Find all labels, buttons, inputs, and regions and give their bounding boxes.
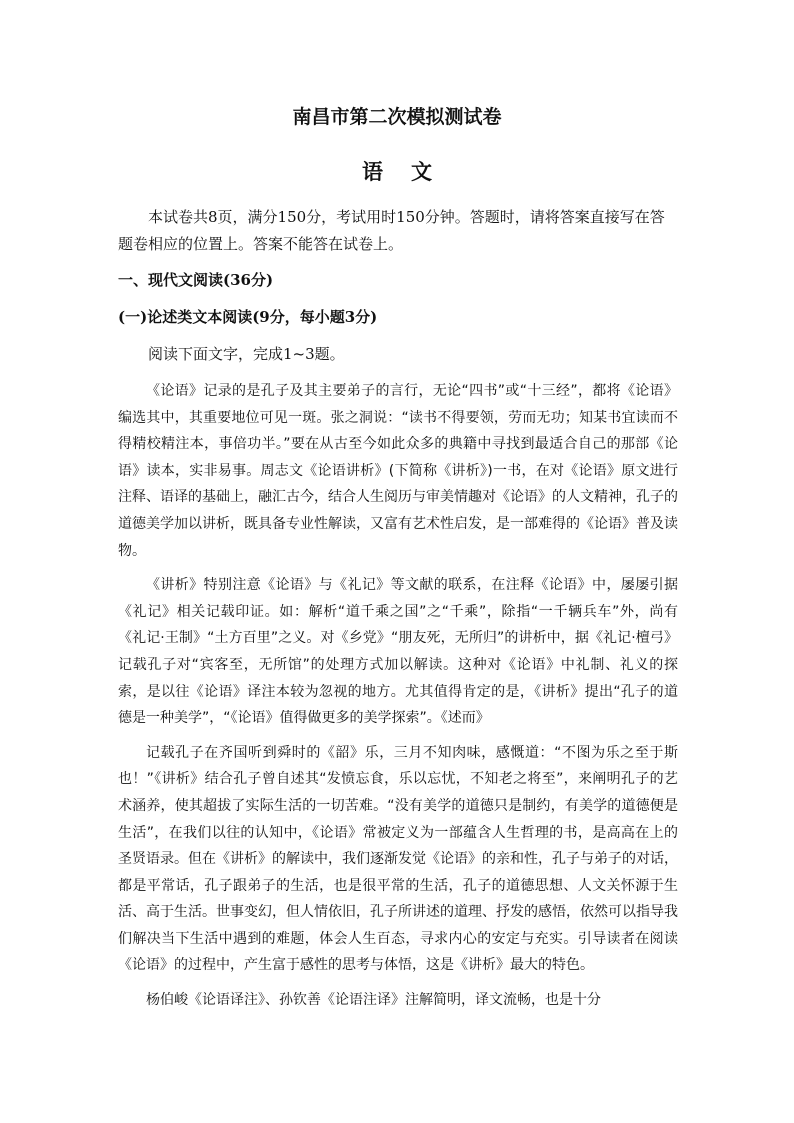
reading-instruction: 阅读下面文字，完成1~3题。 xyxy=(148,345,345,363)
subject-title: 语文 xyxy=(362,159,460,184)
subsection-heading-argumentative: (一)论述类文本阅读(9分，每小题3分) xyxy=(118,308,378,326)
section-heading-modern-reading: 一、现代文阅读(36分) xyxy=(118,271,274,289)
exam-instructions: 本试卷共8页，满分150分，考试用时150分钟。答题时，请将答案直接写在答题卷相应的位置上。答案不能答在试卷上。 xyxy=(118,208,665,253)
exam-title: 南昌市第二次模拟测试卷 xyxy=(292,106,502,128)
passage-paragraph: 记载孔子在齐国听到舜时的《韶》乐，三月不知肉味，感慨道：“不图为乐之至于斯也！”《讲析》结合孔子曾自述其“发愤忘食，乐以忘忧，不知老之将至”，来阐明孔子的艺术涵养，使其超拔了实际生活的一切苦难。“没有美学的道德只是制约，有美学的道德便是生活”，在我们以往的认知中，《论语》常被定义为一部蕴含人生哲理的书，是高高在上的圣贤语录。但在《讲析》的解读中，我们逐渐发觉《论语》的亲和性，孔子与弟子的对话，都是平常话，孔子跟弟子的生活，也是很平常的生活，孔子的道德思想、人文关怀源于生活、高于生活。世事变幻，但人情依旧，孔子所讲述的道理、抒发的感悟，依然可以指导我们解决当下生活中遇到的难题，体会人生百态，寻求内心的安定与充实。引导读者在阅读《论语》的过程中，产生富于感性的思考与体悟，这是《讲析》最大的特色。 xyxy=(118,744,678,974)
passage-paragraph: 《讲析》特别注意《论语》与《礼记》等文献的联系，在注释《论语》中，屡屡引据《礼记》相关记载印证。如：解析“道千乘之国”之“千乘”，除指“一千辆兵车”外，尚有《礼记·王制》“土方百里”之义。对《乡党》“朋友死，无所归”的讲析中，据《礼记·檀弓》记载孔子对“宾客至，无所馆”的处理方式加以解读。这种对《论语》中礼制、礼义的探索，是以往《论语》译注本较为忽视的地方。尤其值得肯定的是，《讲析》提出“孔子的道德是一种美学”，“《论语》值得做更多的美学探索”。《述而》 xyxy=(118,577,678,727)
reading-passage xyxy=(118,378,678,1022)
passage-paragraph: 杨伯峻《论语译注》、孙钦善《论语注译》注解简明，译文流畅，也是十分 xyxy=(146,992,601,1009)
passage-paragraph: 《论语》记录的是孔子及其主要弟子的言行，无论“四书”或“十三经”，都将《论语》编选其中，其重要地位可见一斑。张之洞说：“读书不得要领，劳而无功；知某书宜读而不得精校精注本，事倍功半。”要在从古至今如此众多的典籍中寻找到最适合自己的那部《论语》读本，实非易事。周志文《论语讲析》(下简称《讲析》)一书，在对《论语》原文进行注释、语译的基础上，融汇古今，结合人生阅历与审美情趣对《论语》的人文精神，孔子的道德美学加以讲析，既具备专业性解读，又富有艺术性启发，是一部难得的《论语》普及读物。 xyxy=(118,383,678,559)
